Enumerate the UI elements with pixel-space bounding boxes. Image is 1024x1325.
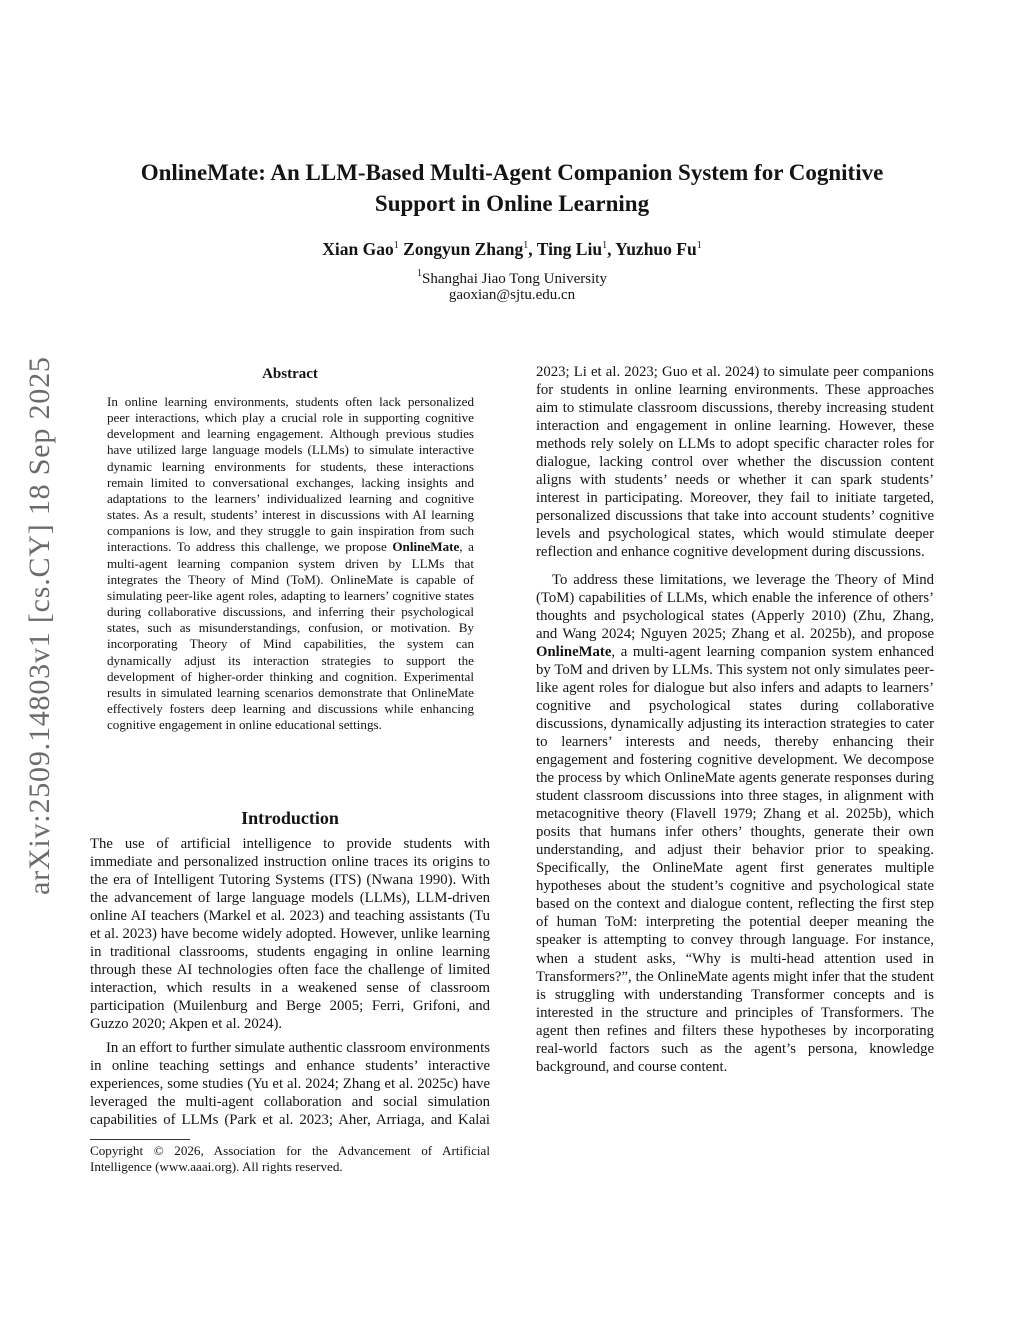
intro-paragraph-2-continued: 2023; Li et al. 2023; Guo et al. 2024) to simulate peer companions for students in online learning environments. These approaches aim to stimulate classroom discussions, thereby increasing student interaction and engagement in online learning. However, these methods rely solely on LLMs to adopt specific character roles for dialogue, lacking control over whether the discussion content aligns with students’ needs or whether it can spark students’ interest in participating. Moreover, they fail to initiate targeted, personalized discussions that take into account students’ cognitive levels and psychological states, which would stimulate deeper reflection and enhance cognitive development during discussions. [536,364,934,561]
author-affiliation-mark: 1 [523,240,529,251]
affiliation-name: Shanghai Jiao Tong University [422,271,607,287]
abstract-text: In online learning environments, students often lack personalized peer interactions, which play a crucial role in supporting cognitive development and learning engagement. Although previous studies have utilized large language models (LLMs) to simulate interactive dynamic learning environments for students, these interactions remain limited to conversational exchanges, lacking insights and adaptations to the learners’ individualized learning and cognitive states. As a result, students’ interest in discussions with AI learning companions is low, and they struggle to gain inspiration from such interactions. To address this challenge, we propose [107,394,474,555]
abstract-body [107,394,474,733]
footnote-rule [90,1139,190,1140]
arxiv-identifier-stamp: arXiv:2509.14803v1 [cs.CY] 18 Sep 2025 [23,356,56,895]
intro-paragraph-3 [536,571,934,1076]
paragraph-text: , a multi-agent learning companion system enhanced by ToM and driven by LLMs. This system not only simulates peer-like agent roles for dialogue but also infers and adapts to learners’ cognitive and psychological states during collaborative discussions, dynamically adjusting its interaction strategies to cater to learners’ interests and needs, thereby enhancing their engagement and fostering cognitive development. We decompose the process by which OnlineMate agents generate responses during student classroom discussions into three stages, in alignment with metacognitive theory (Flavell 1979; Zhang et al. 2025b), which posits that humans infer others’ thoughts, generate their own understanding, and adjust their behavior prior to speaking. Specifically, the OnlineMate agent first generates multiple hypotheses about the student’s cognitive and psychological state based on the context and dialogue content, reflecting the first step of human ToM: interpreting the potential deeper meaning the speaker is attempting to convey through language. For instance, when a student asks, “Why is multi-head attention used in Transformers?”, the OnlineMate agents might infer that the student is struggling with understanding Transformer concepts and is interested in the structure and principles of Transformers. The agent then refines and filters these hypotheses by incorporating real-world factors such as the agent’s persona, knowledge background, and course content. [536,643,934,1075]
paper-title: OnlineMate: An LLM-Based Multi-Agent Companion System for Cognitive Support in Online Learning [140,160,884,216]
abstract-text: , a multi-agent learning companion system driven by LLMs that integrates the Theory of Mind (ToM). OnlineMate is capable of simulating peer-like agent roles, adapting to learners’ cognitive states during collaborative discussions, and inferring their psychological states, such as misunderstandings, confusion, or motivation. By incorporating Theory of Mind capabilities, the system can dynamically adjust its interaction strategies to support the development of higher-order thinking and cognition. Experimental results in simulated learning scenarios demonstrate that OnlineMate effectively fosters deep learning and discussions while enhancing cognitive engagement in online educational settings. [107,539,474,733]
author-name: Yuzhuo Fu [615,239,697,259]
author-affiliation-mark: 1 [602,240,608,251]
author-separator: , [607,239,616,259]
author-separator: , [528,239,537,259]
author-affiliation-mark: 1 [696,240,702,251]
affiliation-mark: 1 [417,268,423,279]
introduction-heading: Introduction [241,808,339,828]
intro-paragraph-2: In an effort to further simulate authentic classroom environments in online teaching settings and enhance students’ interactive experiences, some studies (Yu et al. 2024; Zhang et al. 2025c) have leveraged the multi-agent collaboration and social simulation capabilities of LLMs (Park et al. 2023; Aher, Arriaga, and Kalai [90,1039,490,1128]
author-list [100,234,924,261]
right-column [536,363,934,1076]
system-name: OnlineMate [392,539,460,555]
author-name: Zongyun Zhang [403,239,524,259]
copyright-footnote: Copyright © 2026, Association for the Advancement of Artificial Intelligence (www.aaai.org). All rights reserved. [90,1143,490,1175]
author-affiliation-mark: 1 [393,240,399,251]
paragraph-text: To address these limitations, we leverage the Theory of Mind (ToM) capabilities of LLMs, which enable the inference of others’ thoughts and psychological states (Apperly 2010) (Zhu, Zhang, and Wang 2024; Nguyen 2025; Zhang et al. 2025b), and propose [536,571,934,642]
author-name: Xian Gao [322,239,394,259]
system-name: OnlineMate [536,643,612,660]
author-email: gaoxian@sjtu.edu.cn [448,287,576,303]
author-name: Ting Liu [536,239,603,259]
abstract-heading: Abstract [262,366,318,382]
intro-paragraph-1: The use of artificial intelligence to provide students with immediate and personalized instruction online traces its origins to the era of Intelligent Tutoring Systems (ITS) (Nwana 1990). With the advancement of large language models (LLMs), LLM-driven online AI teachers (Markel et al. 2023) and teaching assistants (Tu et al. 2023) have become widely adopted. However, unlike learning in traditional classrooms, students engaging in online learning through these AI technologies often face the challenge of limited interaction, which results in a weakened sense of classroom participation (Muilenburg and Berge 2005; Ferri, Grifoni, and Guzzo 2020; Akpen et al. 2024). [90,836,490,1033]
left-column [90,835,490,1129]
